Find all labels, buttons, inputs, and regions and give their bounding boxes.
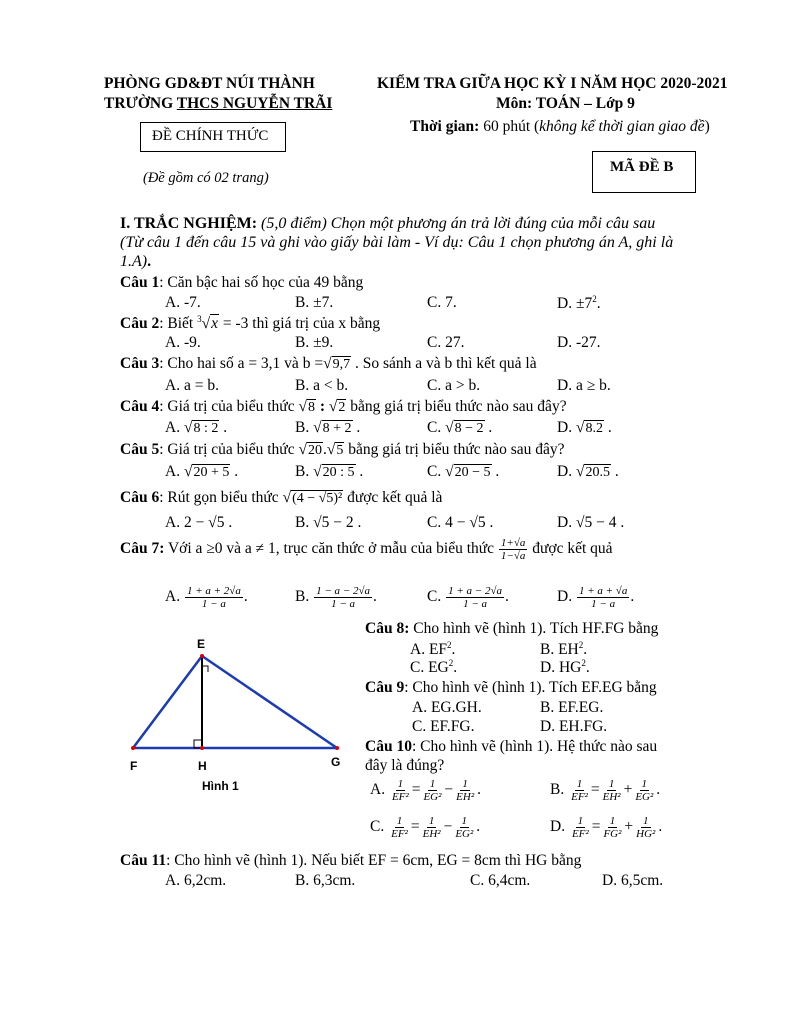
- numerator: 1: [461, 815, 468, 827]
- option-end: .: [630, 588, 635, 606]
- question-label: Câu 9: [365, 679, 405, 696]
- q8-option-d: [540, 658, 590, 677]
- question-label: Câu 5: [120, 441, 160, 458]
- fraction: [453, 815, 475, 840]
- question-8: [365, 620, 658, 638]
- option-label: B.: [295, 588, 314, 606]
- q2-option-a: A. -9.: [165, 334, 201, 351]
- radicand: 8.2: [585, 421, 603, 436]
- q10-option-a: [370, 778, 481, 803]
- option-label: C.: [427, 419, 446, 436]
- question-label: Câu 6: [120, 489, 160, 506]
- question-4: Câu 4: Giá trị của biểu thức √8 : √2 bằng giá trị biểu thức nào sau đây?: [120, 398, 567, 415]
- question-text-2: . So sánh a và b thì kết quả là: [351, 355, 537, 372]
- numerator: 1 + a + √a: [578, 585, 628, 597]
- q7-option-b: [295, 585, 377, 610]
- numerator: 1: [428, 815, 435, 827]
- question-text: : Cho hình vẽ (hình 1). Nếu biết EF = 6cm, EG = 8cm thì HG bằng: [166, 852, 582, 869]
- q9-option-d: D. EH.FG.: [540, 718, 608, 735]
- q2-option-b: B. ±9.: [295, 334, 334, 351]
- q1-d-text: D. ±7: [557, 295, 593, 313]
- q1-option-d: [557, 294, 601, 313]
- question-10-line-2: đây là đúng?: [365, 757, 445, 774]
- denominator: EF²: [391, 828, 408, 840]
- q10-option-d: [550, 815, 662, 840]
- question-text-2: được kết quả: [528, 540, 613, 558]
- figure-caption: Hình 1: [202, 779, 239, 793]
- option-label: D.: [557, 419, 576, 436]
- option-end: .: [230, 463, 239, 480]
- denominator: 1−√a: [500, 550, 526, 562]
- fraction: [570, 815, 591, 840]
- exam-code: MÃ ĐỀ B: [610, 159, 674, 175]
- q5-option-b: B. √20 : 5 .: [295, 463, 364, 480]
- q6-option-b: B. √5 − 2 .: [295, 514, 362, 531]
- q2-option-d: D. -27.: [557, 334, 601, 351]
- option-label: A.: [165, 419, 184, 436]
- time-value: 60 phút (: [479, 118, 540, 135]
- time-close: ): [704, 118, 710, 135]
- question-label: Câu 7:: [120, 540, 165, 558]
- section-instruction-3: [120, 253, 151, 271]
- q9-option-b: B. EF.EG.: [540, 699, 604, 716]
- option-end: .: [219, 419, 228, 436]
- q7-option-d: [557, 585, 634, 610]
- fraction: [314, 585, 372, 610]
- numerator: 1: [608, 778, 615, 790]
- q3-option-c: C. a > b.: [427, 377, 481, 394]
- section-instruction-3b: .: [147, 253, 152, 270]
- denominator: EH²: [456, 791, 475, 803]
- question-text: : Căn bậc hai số học của 49 bằng: [159, 274, 364, 291]
- option-label: C.: [370, 818, 385, 836]
- radicand: 9,7: [332, 357, 351, 372]
- radicand: 8 + 2: [322, 421, 352, 436]
- q5-option-c: C. √20 − 5 .: [427, 463, 500, 480]
- option-label: B.: [295, 419, 314, 436]
- numerator: 1 − a − 2√a: [316, 585, 370, 597]
- option-end: .: [476, 818, 481, 836]
- side-ef: [133, 656, 202, 748]
- question-label: Câu 2: [120, 315, 160, 333]
- denominator: 1 − a: [463, 598, 487, 610]
- q11-option-a: A. 6,2cm.: [165, 872, 227, 889]
- fraction: [454, 778, 476, 803]
- question-label: Câu 10: [365, 738, 412, 755]
- option-label: A.: [165, 588, 184, 606]
- point-g: [335, 746, 339, 750]
- option-label: C.: [427, 588, 446, 606]
- option-end: .: [658, 818, 663, 836]
- q11-option-b: B. 6,3cm.: [295, 872, 356, 889]
- radicand-2: 5: [336, 443, 344, 458]
- question-text: : Cho hai số a = 3,1 và b =: [159, 355, 324, 372]
- numerator: 1: [577, 815, 584, 827]
- q3-option-a: A. a = b.: [165, 377, 219, 394]
- point-e: [200, 654, 204, 658]
- numerator: 1: [576, 778, 583, 790]
- question-10: [365, 738, 657, 756]
- denominator: HG²: [636, 828, 656, 840]
- time-label: Thời gian:: [410, 118, 480, 135]
- option-label: D.: [557, 588, 576, 606]
- question-11: [120, 852, 581, 870]
- question-text: Với a ≥0 và a ≠ 1, trục căn thức ở mẫu của biểu thức: [164, 540, 498, 558]
- exam-title: KIỂM TRA GIỮA HỌC KỲ I NĂM HỌC 2020-2021: [377, 75, 728, 92]
- question-text-2: bằng giá trị biểu thức nào sau đây?: [344, 441, 565, 458]
- denominator: EG²: [635, 791, 654, 803]
- question-label: Câu 11: [120, 852, 167, 869]
- equals: =: [410, 818, 420, 836]
- denominator: EF²: [391, 791, 409, 803]
- fraction: [569, 778, 590, 803]
- question-2: Câu 2: Biết $^3$√x = -3 thì giá trị của x bằng: [120, 314, 381, 333]
- q6-option-a: A. 2 − √5 .: [165, 514, 233, 531]
- option-end: .: [243, 588, 248, 606]
- exponent: 2: [581, 658, 586, 668]
- question-9: [365, 679, 657, 697]
- fraction: [390, 778, 411, 803]
- denominator: EG²: [455, 828, 474, 840]
- section-instruction-1: (5,0 điểm) Chọn một phương án trả lời đúng của mỗi câu sau: [257, 215, 656, 232]
- fraction: [446, 585, 504, 610]
- option-label: B.: [295, 463, 314, 480]
- radicand: 20 + 5: [193, 465, 230, 480]
- radicand-2: 2: [338, 400, 346, 415]
- option-end: .: [355, 463, 364, 480]
- q6-option-d: D. √5 − 4 .: [557, 514, 625, 531]
- numerator: 1 + a + 2√a: [186, 585, 241, 597]
- question-text-2: bằng giá trị biểu thức nào sau đây?: [346, 398, 567, 415]
- q4-option-b: B. √8 + 2 .: [295, 419, 361, 436]
- cube-root-index: 3: [197, 314, 202, 324]
- question-text: : Cho hình vẽ (hình 1). Hệ thức nào sau: [411, 738, 658, 755]
- q1-option-a: A. -7.: [165, 294, 201, 311]
- option-label: D.: [557, 463, 576, 480]
- plus: +: [624, 818, 634, 836]
- q1-d-sup: 2: [592, 294, 597, 304]
- equals: =: [591, 818, 601, 836]
- question-text: : Rút gọn biểu thức: [159, 489, 283, 506]
- fraction: [421, 778, 443, 803]
- option-end: .: [352, 419, 361, 436]
- q8-option-a: [410, 640, 455, 659]
- page-count: (Đề gồm có 02 trang): [143, 170, 269, 186]
- numerator: 1+√a: [500, 537, 526, 549]
- radicand: 20 − 5: [454, 465, 491, 480]
- numerator: 1: [641, 778, 648, 790]
- denominator: EH²: [422, 828, 441, 840]
- official-label: ĐỀ CHÍNH THỨC: [152, 128, 269, 144]
- label-g: G: [331, 755, 341, 769]
- denominator: 1 − a: [591, 598, 616, 610]
- q5-option-a: A. √20 + 5 .: [165, 463, 239, 480]
- option-end: .: [372, 588, 377, 606]
- numerator: 1 + a − 2√a: [448, 585, 502, 597]
- radicand: x: [211, 315, 218, 333]
- exponent: 2: [448, 658, 454, 668]
- denominator: EG²: [423, 791, 442, 803]
- q6-option-c: C. 4 − √5 .: [427, 514, 494, 531]
- option-end: .: [477, 781, 482, 799]
- q3-option-b: B. a < b.: [295, 377, 349, 394]
- option-label: A.: [165, 463, 184, 480]
- denominator: EH²: [602, 791, 621, 803]
- numerator: 1: [429, 778, 436, 790]
- question-text-2: = -3 thì giá trị của x bằng: [219, 315, 381, 333]
- school-name-underlined: THCS NGUYỄN TRÃI: [176, 95, 333, 112]
- school-prefix: TRƯỜNG: [104, 95, 177, 112]
- option-text: A. EF: [410, 641, 448, 659]
- fraction: [634, 815, 657, 840]
- q1-option-b: B. ±7.: [295, 294, 334, 311]
- q2-option-c: C. 27.: [427, 334, 465, 351]
- denominator: 1 − a: [201, 598, 226, 610]
- q11-option-d: D. 6,5cm.: [602, 872, 664, 889]
- question-label: Câu 1: [120, 274, 160, 291]
- plus: +: [623, 781, 633, 799]
- fraction: [499, 537, 527, 562]
- question-text: : Giá trị của biểu thức: [159, 398, 299, 415]
- question-label: Câu 3: [120, 355, 160, 372]
- question-1: [120, 274, 363, 292]
- radicand: 8 : 2: [193, 421, 219, 436]
- operator: :: [315, 398, 329, 415]
- question-text: Cho hình vẽ (hình 1). Tích HF.FG bằng: [409, 620, 659, 637]
- q4-option-a: A. √8 : 2 .: [165, 419, 228, 436]
- fraction: [577, 585, 629, 610]
- option-text: C. EG: [410, 659, 449, 677]
- fraction: [601, 815, 623, 840]
- option-end: .: [484, 419, 493, 436]
- exponent: 2: [578, 640, 584, 650]
- q10-option-c: [370, 815, 480, 840]
- option-label: C.: [427, 463, 446, 480]
- q1-d-end: .: [596, 295, 601, 313]
- label-f: F: [130, 759, 138, 773]
- question-5: Câu 5: Giá trị của biểu thức √20.√5 bằng giá trị biểu thức nào sau đây?: [120, 441, 565, 458]
- q7-option-a: [165, 585, 248, 610]
- q11-option-c: C. 6,4cm.: [470, 872, 531, 889]
- radicand: 20.5: [585, 465, 610, 480]
- point-f: [131, 746, 135, 750]
- radicand-1: 8: [307, 400, 315, 415]
- school-name: [104, 95, 332, 113]
- numerator: 1: [609, 815, 616, 827]
- option-text: D. HG: [540, 659, 582, 677]
- question-6: Câu 6: Rút gọn biểu thức √(4 − √5)² được kết quả là: [120, 489, 443, 506]
- fraction: [185, 585, 243, 610]
- q9-option-a: A. EG.GH.: [412, 699, 482, 716]
- option-label: A.: [370, 781, 386, 799]
- label-h: H: [198, 759, 207, 773]
- section-instruction-3a: 1.A): [120, 253, 148, 270]
- option-end: .: [504, 588, 509, 606]
- question-text: : Biết: [159, 315, 198, 333]
- radicand: 8 − 2: [454, 421, 484, 436]
- time-line: [410, 118, 710, 136]
- option-end: .: [656, 781, 661, 799]
- option-text: B. EH: [540, 641, 579, 659]
- question-text: : Cho hình vẽ (hình 1). Tích EF.EG bằng: [404, 679, 657, 696]
- question-text: : Giá trị của biểu thức: [159, 441, 299, 458]
- subject-line: Môn: TOÁN – Lớp 9: [496, 95, 635, 112]
- question-label: Câu 4: [120, 398, 160, 415]
- denominator: EF²: [571, 828, 589, 840]
- option-end: .: [603, 419, 612, 436]
- triangle-figure: [120, 630, 360, 800]
- side-eg: [202, 656, 337, 748]
- numerator: 1: [643, 815, 649, 827]
- exponent: 2: [447, 640, 452, 650]
- question-label: Câu 8:: [365, 620, 410, 637]
- section-instruction-2: (Từ câu 1 đến câu 15 và ghi vào giấy bài làm - Ví dụ: Câu 1 chọn phương án A, ghi là: [120, 234, 674, 251]
- numerator: 1: [396, 815, 403, 827]
- equals: =: [590, 781, 600, 799]
- q4-option-c: C. √8 − 2 .: [427, 419, 493, 436]
- section-title-line: [120, 215, 655, 233]
- denominator: 1 − a: [331, 598, 355, 610]
- q4-option-d: D. √8.2 .: [557, 419, 612, 436]
- option-end: .: [585, 659, 590, 677]
- fraction: [601, 778, 623, 803]
- option-end: .: [583, 641, 588, 659]
- denominator: FG²: [603, 828, 622, 840]
- section-title: I. TRẮC NGHIỆM:: [120, 215, 258, 232]
- question-text-2: được kết quả là: [343, 489, 443, 506]
- point-h: [200, 746, 204, 750]
- q5-option-d: D. √20.5 .: [557, 463, 619, 480]
- option-label: B.: [550, 781, 565, 799]
- label-e: E: [197, 637, 206, 651]
- equals: =: [411, 781, 421, 799]
- radicand-1: 20: [307, 443, 322, 458]
- minus: −: [443, 818, 453, 836]
- option-label: D.: [550, 818, 566, 836]
- minus: −: [444, 781, 454, 799]
- time-note: không kể thời gian giao đề: [539, 118, 705, 135]
- numerator: 1: [462, 778, 468, 790]
- question-3: Câu 3: Cho hai số a = 3,1 và b =√9,7 . So sánh a và b thì kết quả là: [120, 355, 537, 372]
- option-end: .: [451, 641, 456, 659]
- radicand: (4 − √5)²: [292, 491, 343, 506]
- q3-option-d: D. a ≥ b.: [557, 377, 611, 394]
- operator: .: [322, 441, 327, 458]
- q8-option-c: [410, 658, 457, 677]
- numerator: 1: [397, 778, 404, 790]
- department-name: PHÒNG GD&ĐT NÚI THÀNH: [104, 75, 315, 92]
- denominator: EF²: [571, 791, 588, 803]
- option-end: .: [453, 659, 458, 677]
- q10-option-b: [550, 778, 660, 803]
- question-7: [120, 537, 613, 562]
- q9-option-c: C. EF.FG.: [412, 718, 475, 735]
- q1-option-c: C. 7.: [427, 294, 457, 311]
- q7-option-c: [427, 585, 509, 610]
- q8-option-b: [540, 640, 587, 659]
- option-end: .: [610, 463, 619, 480]
- fraction: [421, 815, 443, 840]
- radicand: 20 : 5: [322, 465, 355, 480]
- fraction: [633, 778, 655, 803]
- fraction: [389, 815, 410, 840]
- option-end: .: [491, 463, 500, 480]
